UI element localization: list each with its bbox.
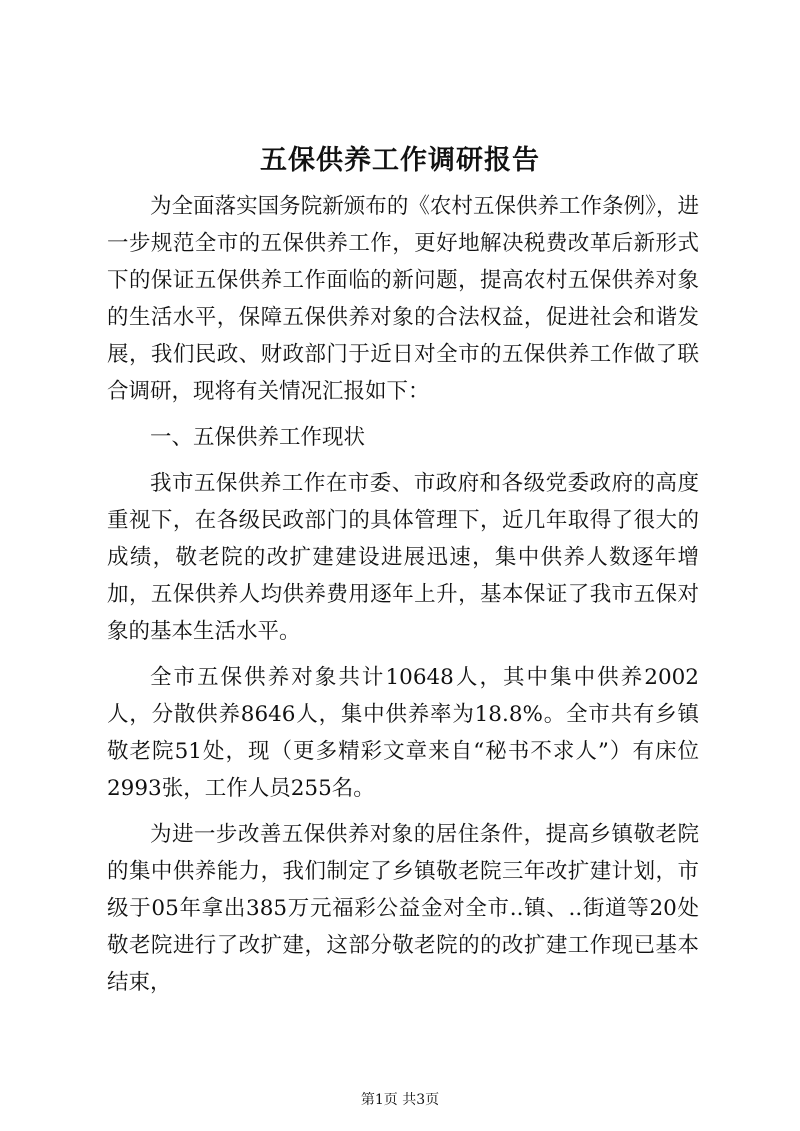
document-body bbox=[107, 188, 699, 1010]
paragraph-renovation: 为进一步改善五保供养对象的居住条件，提高乡镇敬老院的集中供养能力，我们制定了乡镇敬老院三年改扩建计划，市级于05年拿出385万元福彩公益金对全市..镇、..街道等20处敬老院进行了改扩建，这部分敬老院的的改扩建工作现已基本结束， bbox=[107, 822, 699, 995]
paragraph-intro: 为全面落实国务院新颁布的《农村五保供养工作条例》，进一步规范全市的五保供养工作，更好地解决税费改革后新形式下的保证五保供养工作面临的新问题，提高农村五保供养对象的生活水平，保障五保供养对象的合法权益，促进社会和谐发展，我们民政、财政部门于近日对全市的五保供养工作做了联合调研，现将有关情况汇报如下： bbox=[107, 194, 699, 404]
section-heading: 一、五保供养工作现状 bbox=[150, 425, 366, 450]
paragraph-statistics: 全市五保供养对象共计10648人，其中集中供养2002人，分散供养8646人，集中供养率为18.8%。全市共有乡镇敬老院51处，现（更多精彩文章来自“秘书不求人”）有床位2993张，工作人员255名。 bbox=[107, 665, 699, 801]
document-title: 五保供养工作调研报告 bbox=[260, 145, 540, 176]
page-footer: 第1页 共3页 bbox=[360, 1092, 440, 1108]
paragraph-status: 我市五保供养工作在市委、市政府和各级党委政府的高度重视下，在各级民政部门的具体管理下，近几年取得了很大的成绩，敬老院的改扩建建设进展迅速，集中供养人数逐年增加，五保供养人均供养费用逐年上升，基本保证了我市五保对象的基本生活水平。 bbox=[107, 471, 699, 644]
